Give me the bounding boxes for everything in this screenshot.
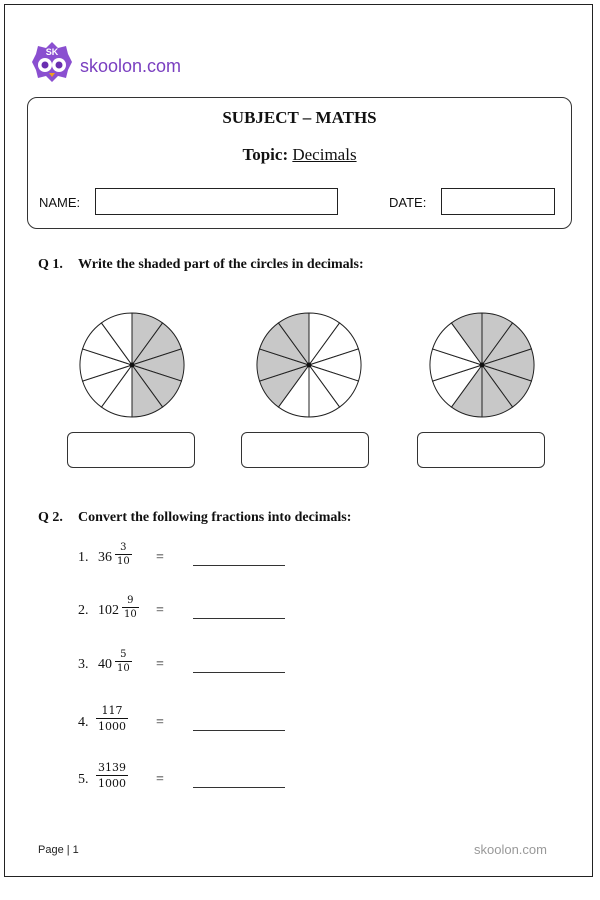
answer-line[interactable] [193,565,285,566]
equals-sign: = [156,772,164,787]
answer-line[interactable] [193,787,285,788]
question-2-text: Convert the following fractions into decimals: [78,510,352,525]
name-label: NAME: [39,195,81,210]
fraction [96,760,128,791]
item-number: 1. [78,550,89,565]
page-number: Page | 1 [38,844,79,856]
owl-logo-icon [30,40,74,84]
numerator: 3139 [98,761,126,774]
answer-line[interactable] [193,730,285,731]
date-label: DATE: [389,195,427,210]
center-dot [130,363,135,368]
conversion-item [78,703,378,739]
answer-line[interactable] [193,672,285,673]
fraction-circle-2 [254,309,364,421]
denominator: 10 [124,609,137,620]
worksheet-header [27,97,572,229]
equals-sign: = [156,550,164,565]
question-1-text: Write the shaded part of the circles in decimals: [78,257,364,272]
fraction-circle-3 [427,309,537,421]
denominator: 10 [117,663,130,674]
subject-title: SUBJECT – MATHS [222,108,377,127]
answer-box-1[interactable] [67,432,195,468]
denominator: 1000 [98,777,126,790]
answer-box-3[interactable] [417,432,545,468]
item-number: 2. [78,603,89,618]
fraction-circle-1 [77,309,187,421]
conversion-item [78,594,378,630]
answer-box-2[interactable] [241,432,369,468]
logo-text: SK [45,47,59,57]
whole-number: 40 [98,657,112,672]
denominator: 1000 [98,720,126,733]
fraction [115,648,132,675]
answer-line[interactable] [193,618,285,619]
item-number: 4. [78,715,89,730]
item-number: 3. [78,657,89,672]
topic-label: Topic: [242,145,289,164]
center-dot [307,363,312,368]
fraction [96,703,128,734]
equals-sign: = [156,715,164,730]
numerator: 9 [127,595,134,606]
name-field[interactable] [95,188,338,215]
conversion-item [78,760,378,796]
numerator: 3 [120,542,127,553]
equals-sign: = [156,657,164,672]
question-1-number: Q 1. [38,257,63,272]
topic-value: Decimals [292,145,357,164]
fraction [115,541,132,568]
brand-name: skoolon.com [80,56,182,76]
item-number: 5. [78,772,89,787]
topic-line [28,145,571,165]
denominator: 10 [117,556,130,567]
center-dot [480,363,485,368]
question-2-heading [38,510,351,526]
numerator: 5 [120,649,127,660]
conversion-item [78,541,378,577]
whole-number: 36 [98,550,112,565]
question-1-heading [38,257,364,273]
date-field[interactable] [441,188,555,215]
question-2-number: Q 2. [38,510,63,525]
numerator: 117 [101,704,123,717]
whole-number: 102 [98,603,119,618]
equals-sign: = [156,603,164,618]
footer-site: skoolon.com [474,842,547,857]
fraction [122,594,139,621]
conversion-item [78,648,378,684]
